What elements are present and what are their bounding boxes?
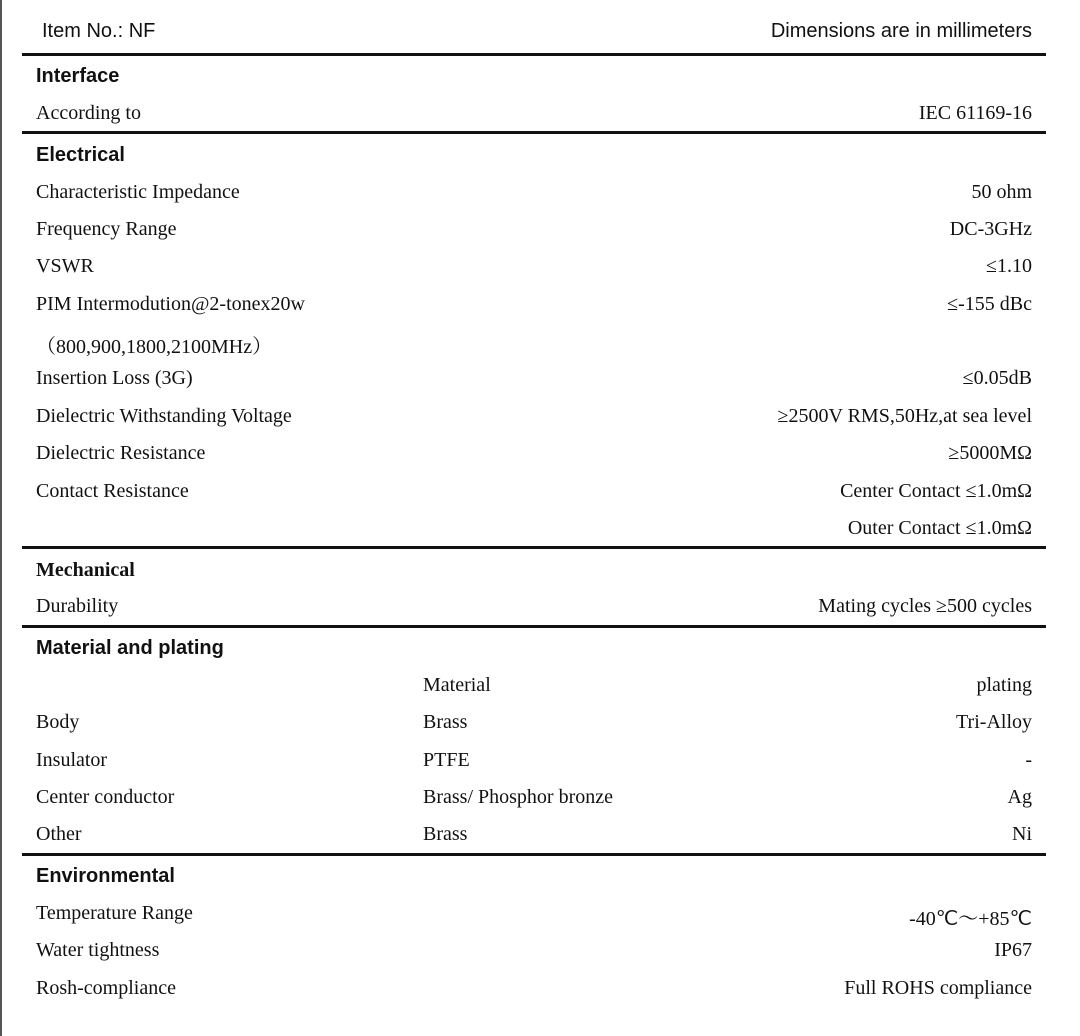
spec-value: IP67: [994, 939, 1032, 961]
spec-label: Dielectric Resistance: [36, 442, 206, 464]
spec-value: IEC 61169-16: [918, 102, 1032, 124]
column-header-material: Material: [423, 674, 491, 696]
spec-value: DC-3GHz: [949, 218, 1032, 240]
material-row: [22, 705, 1046, 742]
dimensions-note: Dimensions are in millimeters: [770, 20, 1032, 42]
plating-value: Ag: [1007, 786, 1032, 808]
sheet-header: [22, 0, 1046, 54]
spec-label: Durability: [36, 595, 119, 617]
section-title-environmental: Environmental: [36, 865, 175, 887]
spec-sheet: [22, 0, 1046, 1036]
material-value: Brass/ Phosphor bronze: [423, 786, 613, 808]
spec-row: [22, 287, 1046, 324]
spec-label: Temperature Range: [36, 902, 193, 924]
divider: [22, 546, 1046, 549]
section-title-electrical: Electrical: [36, 144, 125, 166]
spec-label: PIM Intermodution@2-tonex20w: [36, 293, 305, 315]
spec-value: ≤1.10: [986, 255, 1032, 277]
spec-row: [22, 436, 1046, 473]
spec-label: Contact Resistance: [36, 480, 189, 502]
section-title-material: Material and plating: [36, 637, 224, 659]
item-number: Item No.: NF: [42, 20, 156, 42]
spec-row: [22, 212, 1046, 249]
spec-row: [22, 324, 1046, 361]
spec-label: According to: [36, 102, 141, 124]
material-value: Brass: [423, 711, 468, 733]
spec-value: ≤0.05dB: [962, 367, 1032, 389]
spec-row: [22, 971, 1046, 1008]
plating-value: -: [1025, 749, 1032, 771]
plating-value: Tri-Alloy: [956, 711, 1032, 733]
part-label: Center conductor: [36, 786, 175, 808]
spec-value: Outer Contact ≤1.0mΩ: [847, 517, 1032, 539]
part-label: Insulator: [36, 749, 108, 771]
spec-row: [22, 933, 1046, 970]
spec-row: [22, 175, 1046, 212]
divider: [22, 131, 1046, 134]
spec-value: ≤-155 dBc: [947, 293, 1032, 315]
spec-label: Water tightness: [36, 939, 160, 961]
spec-value: Center Contact ≤1.0mΩ: [840, 480, 1032, 502]
section-title-interface: Interface: [36, 65, 120, 87]
spec-value: Mating cycles ≥500 cycles: [818, 595, 1032, 617]
spec-row: [22, 589, 1046, 626]
material-column-headers: [22, 668, 1046, 705]
spec-label: （800,900,1800,2100MHz）: [36, 336, 273, 358]
spec-row: [22, 249, 1046, 286]
spec-label: Characteristic Impedance: [36, 181, 240, 203]
spec-label: Frequency Range: [36, 218, 177, 240]
section-title-mechanical: Mechanical: [36, 559, 135, 581]
spec-row: [22, 511, 1046, 548]
material-value: Brass: [423, 823, 468, 845]
material-row: [22, 817, 1046, 854]
spec-value: -40℃～+85℃: [909, 908, 1032, 930]
part-label: Body: [36, 711, 80, 733]
part-label: Other: [36, 823, 82, 845]
spec-value: ≥2500V RMS,50Hz,at sea level: [777, 405, 1032, 427]
spec-row: [22, 474, 1046, 511]
spec-value: 50 ohm: [971, 181, 1032, 203]
spec-label: Dielectric Withstanding Voltage: [36, 405, 292, 427]
divider: [22, 625, 1046, 628]
divider: [22, 853, 1046, 856]
column-header-plating: plating: [976, 674, 1032, 696]
spec-label: VSWR: [36, 255, 94, 277]
plating-value: Ni: [1012, 823, 1032, 845]
spec-value: ≥5000MΩ: [948, 442, 1032, 464]
divider: [22, 53, 1046, 56]
page-left-border: [0, 0, 2, 1036]
spec-row: [22, 96, 1046, 133]
spec-label: Insertion Loss (3G): [36, 367, 193, 389]
spec-value: Full ROHS compliance: [844, 977, 1032, 999]
spec-row: [22, 399, 1046, 436]
spec-row: [22, 896, 1046, 933]
material-row: [22, 780, 1046, 817]
material-value: PTFE: [423, 749, 470, 771]
spec-label: Rosh-compliance: [36, 977, 176, 999]
spec-row: [22, 361, 1046, 398]
material-row: [22, 743, 1046, 780]
